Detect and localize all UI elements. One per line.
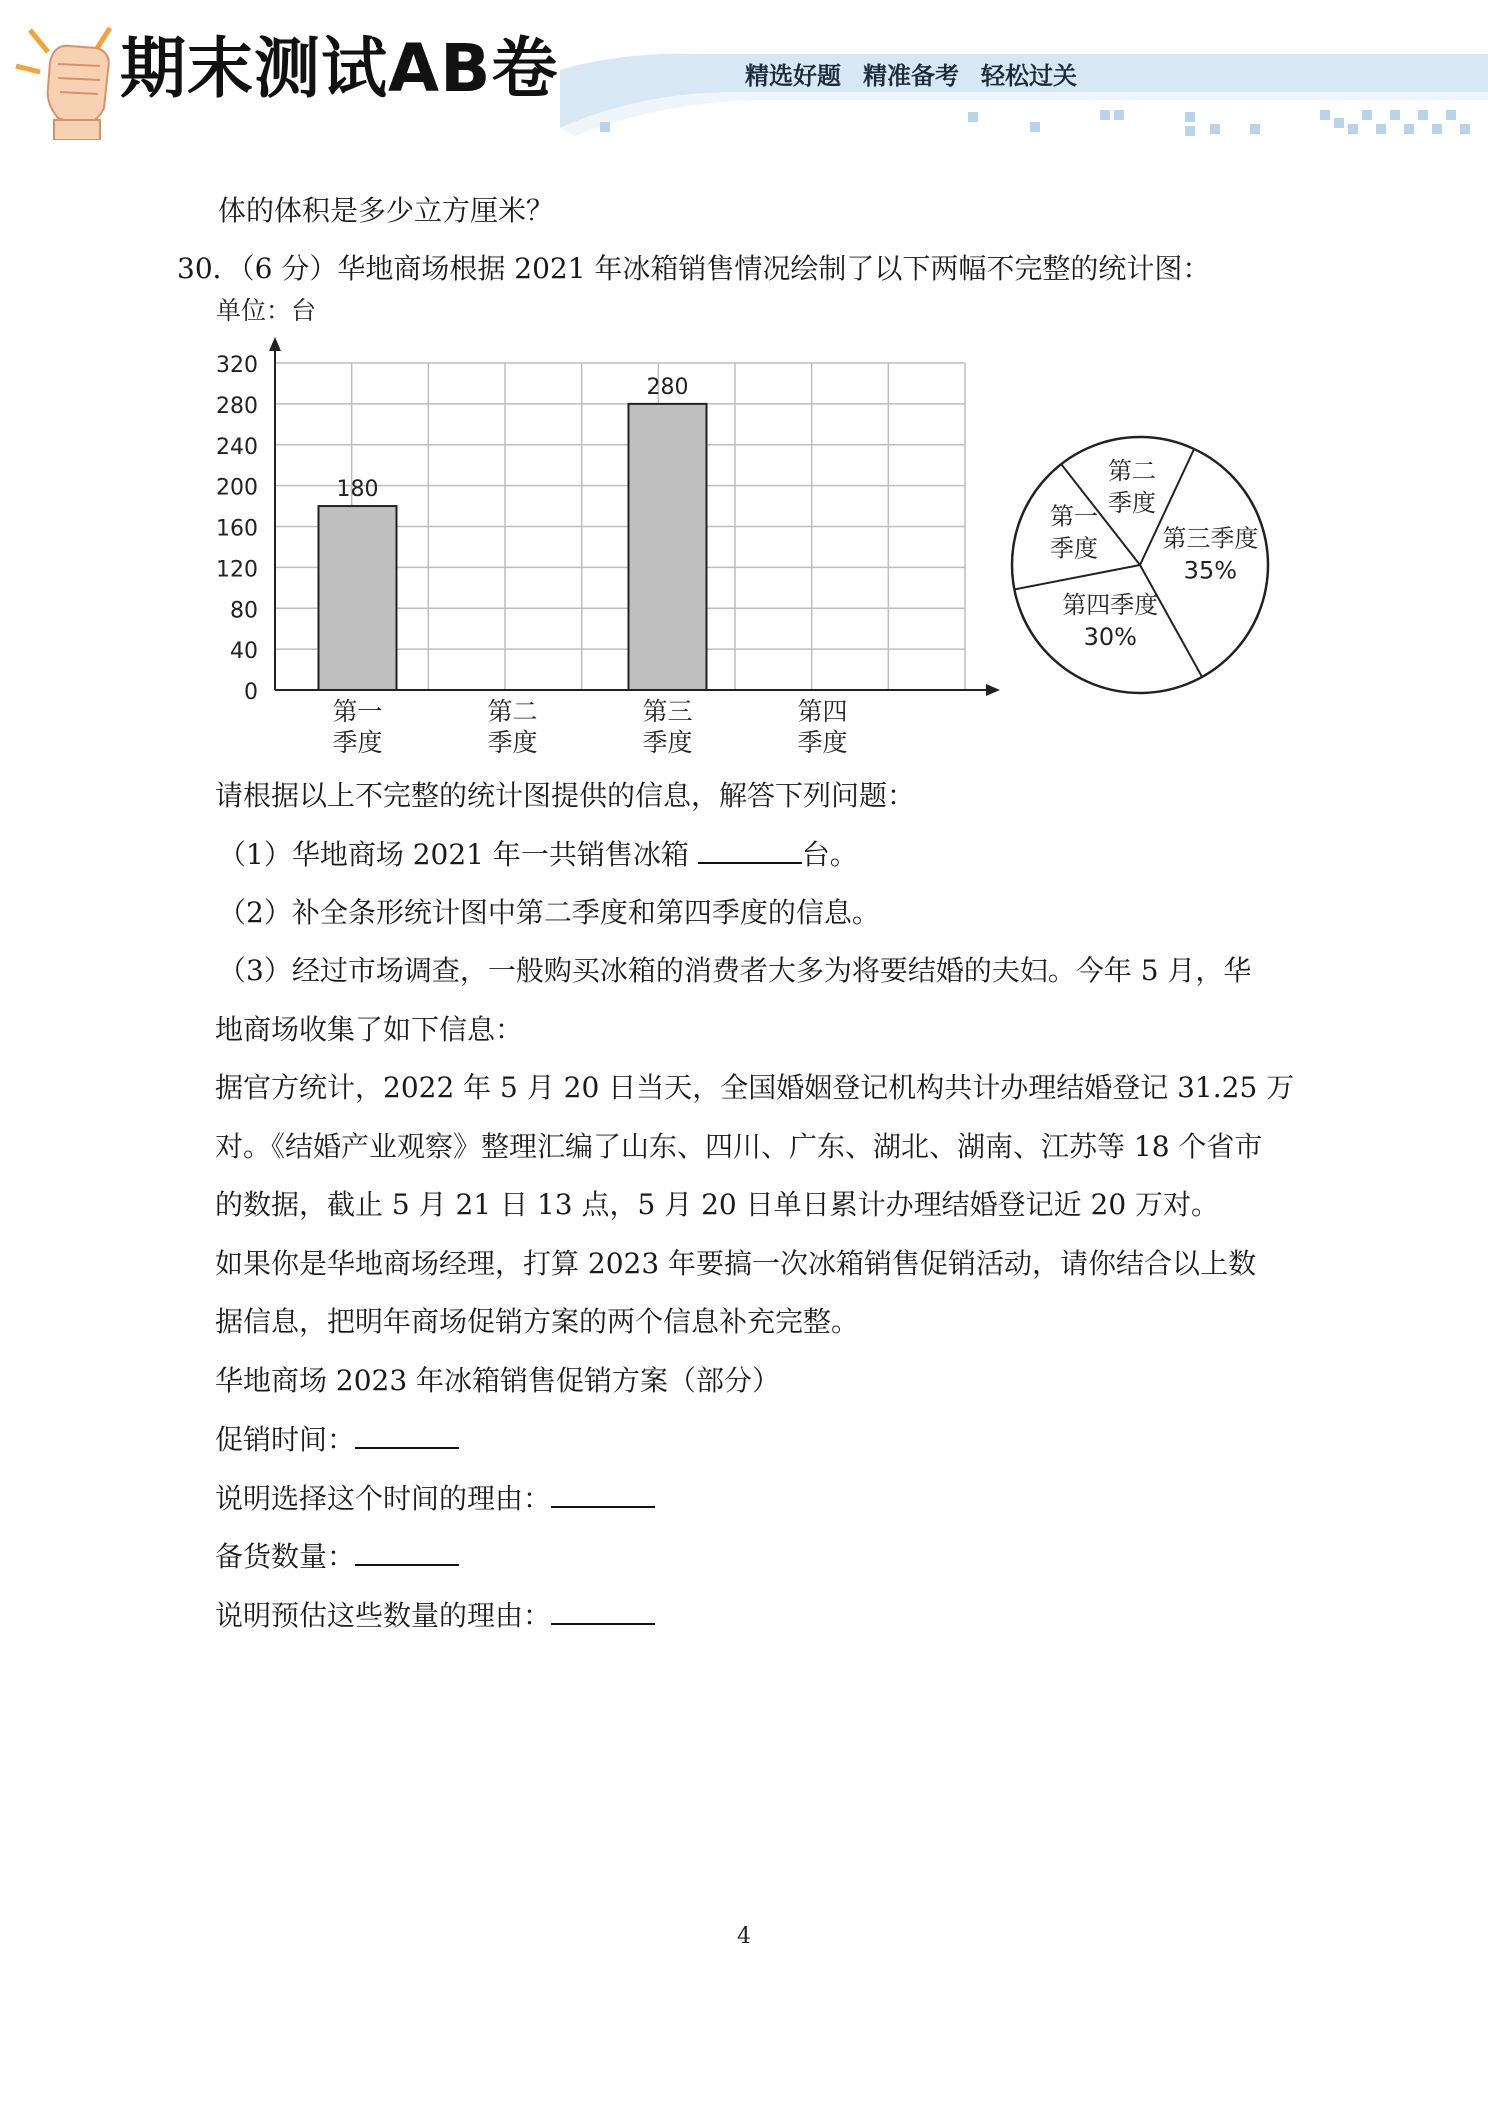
bar <box>629 404 707 690</box>
x-tick-label: 季度 <box>487 728 538 757</box>
pie-slice-label: 30% <box>1083 622 1137 651</box>
y-tick-label: 160 <box>216 516 258 542</box>
info-paragraph-line-1: 据官方统计，2022 年 5 月 20 日当天，全国婚姻登记机构共计办理结婚登记 31.25 万 <box>215 1071 1295 1104</box>
slogan-2: 精准备考 <box>863 62 959 90</box>
sub-question-3-line-1: （3）经过市场调查，一般购买冰箱的消费者大多为将要结婚的夫妇。今年 5 月，华 <box>218 954 1252 987</box>
question-intro: （6 分）华地商场根据 2021 年冰箱销售情况绘制了以下两幅不完整的统计图： <box>240 252 1211 285</box>
header-slogans <box>745 56 1077 91</box>
plan-title: 华地商场 2023 年冰箱销售促销方案（部分） <box>215 1364 781 1397</box>
pie-chart <box>1000 425 1280 705</box>
sub-question-1-text: （1）华地商场 2021 年一共销售冰箱 <box>218 838 689 871</box>
pie-slice-label: 35% <box>1183 556 1238 585</box>
page-header <box>0 0 1488 140</box>
x-tick-label: 第一 <box>332 697 383 726</box>
pie-slice-label: 季度 <box>1108 489 1157 518</box>
plan-qty-reason-row <box>215 1597 655 1634</box>
x-axis-arrow-icon <box>986 684 1000 696</box>
question-30-heading <box>177 251 1210 287</box>
x-tick-label: 季度 <box>332 728 383 757</box>
task-paragraph-line-1: 如果你是华地商场经理，打算 2023 年要搞一次冰箱销售促销活动，请你结合以上数 <box>215 1247 1257 1280</box>
answer-blank-qty-reason[interactable] <box>551 1597 655 1625</box>
x-tick-label: 第四 <box>797 697 848 726</box>
bar-chart-bars <box>319 375 707 690</box>
y-tick-label: 120 <box>216 557 258 583</box>
y-tick-label: 240 <box>216 434 258 460</box>
sub-question-3-line-2: 地商场收集了如下信息： <box>215 1013 524 1046</box>
pie-slice-label: 季度 <box>1050 534 1099 563</box>
question-number: 30． <box>177 252 241 285</box>
plan-qty-reason-label: 说明预估这些数量的理由： <box>215 1599 552 1632</box>
pie-slice-label: 第一 <box>1050 502 1099 531</box>
info-paragraph-line-3: 的数据，截止 5 月 21 日 13 点，5 月 20 日单日累计办理结婚登记近 20 万对。 <box>215 1188 1220 1221</box>
x-tick-label: 第二 <box>487 697 538 726</box>
plan-qty-row <box>215 1538 459 1575</box>
page-number: 4 <box>737 1924 751 1949</box>
y-tick-label: 0 <box>244 680 258 705</box>
x-tick-label: 第三 <box>642 697 693 726</box>
bar-chart <box>200 295 1020 775</box>
y-tick-label: 280 <box>216 393 258 419</box>
y-tick-label: 320 <box>216 353 258 378</box>
pie-slice-label: 第四季度 <box>1062 590 1159 619</box>
answer-blank-promo-time[interactable] <box>355 1421 459 1449</box>
info-paragraph-line-2: 对。《结婚产业观察》整理汇编了山东、四川、广东、湖北、湖南、江苏等 18 个省市 <box>215 1130 1263 1163</box>
bar-chart-y-ticks <box>216 353 258 705</box>
fist-icon <box>16 28 110 140</box>
bar <box>319 506 397 690</box>
slogan-1: 精选好题 <box>745 62 841 90</box>
plan-time-row <box>215 1421 459 1458</box>
previous-question-continuation: 体的体积是多少立方厘米？ <box>218 194 555 227</box>
pie-slice-label: 第二 <box>1108 457 1157 486</box>
plan-time-reason-row <box>215 1480 655 1517</box>
sub-question-2: （2）补全条形统计图中第二季度和第四季度的信息。 <box>218 896 880 929</box>
y-axis-arrow-icon <box>269 337 281 351</box>
bar-chart-x-ticks <box>332 697 847 757</box>
x-tick-label: 季度 <box>797 728 848 757</box>
sub-question-1 <box>218 836 858 873</box>
y-tick-label: 80 <box>230 598 258 624</box>
plan-time-reason-label: 说明选择这个时间的理由： <box>215 1482 552 1515</box>
answer-blank-stock-qty[interactable] <box>355 1538 459 1566</box>
sub-question-1-unit: 台。 <box>801 838 858 871</box>
y-tick-label: 40 <box>230 639 258 665</box>
plan-time-label: 促销时间： <box>215 1423 356 1456</box>
bar-chart-unit-label: 单位：台 <box>216 296 317 325</box>
slogan-3: 轻松过关 <box>981 62 1077 90</box>
pie-slice-label: 第三季度 <box>1162 524 1259 553</box>
bar-data-label: 280 <box>646 374 689 400</box>
task-paragraph-line-2: 据信息，把明年商场促销方案的两个信息补充完整。 <box>215 1305 860 1338</box>
question-prompt: 请根据以上不完整的统计图提供的信息，解答下列问题： <box>215 779 916 812</box>
y-tick-label: 200 <box>216 475 258 501</box>
bar-data-label: 180 <box>336 477 379 503</box>
x-tick-label: 季度 <box>642 728 693 757</box>
answer-blank-total[interactable] <box>698 836 802 864</box>
header-title: 期末测试AB卷 <box>120 30 559 107</box>
answer-blank-time-reason[interactable] <box>551 1480 655 1508</box>
plan-qty-label: 备货数量： <box>215 1540 356 1573</box>
